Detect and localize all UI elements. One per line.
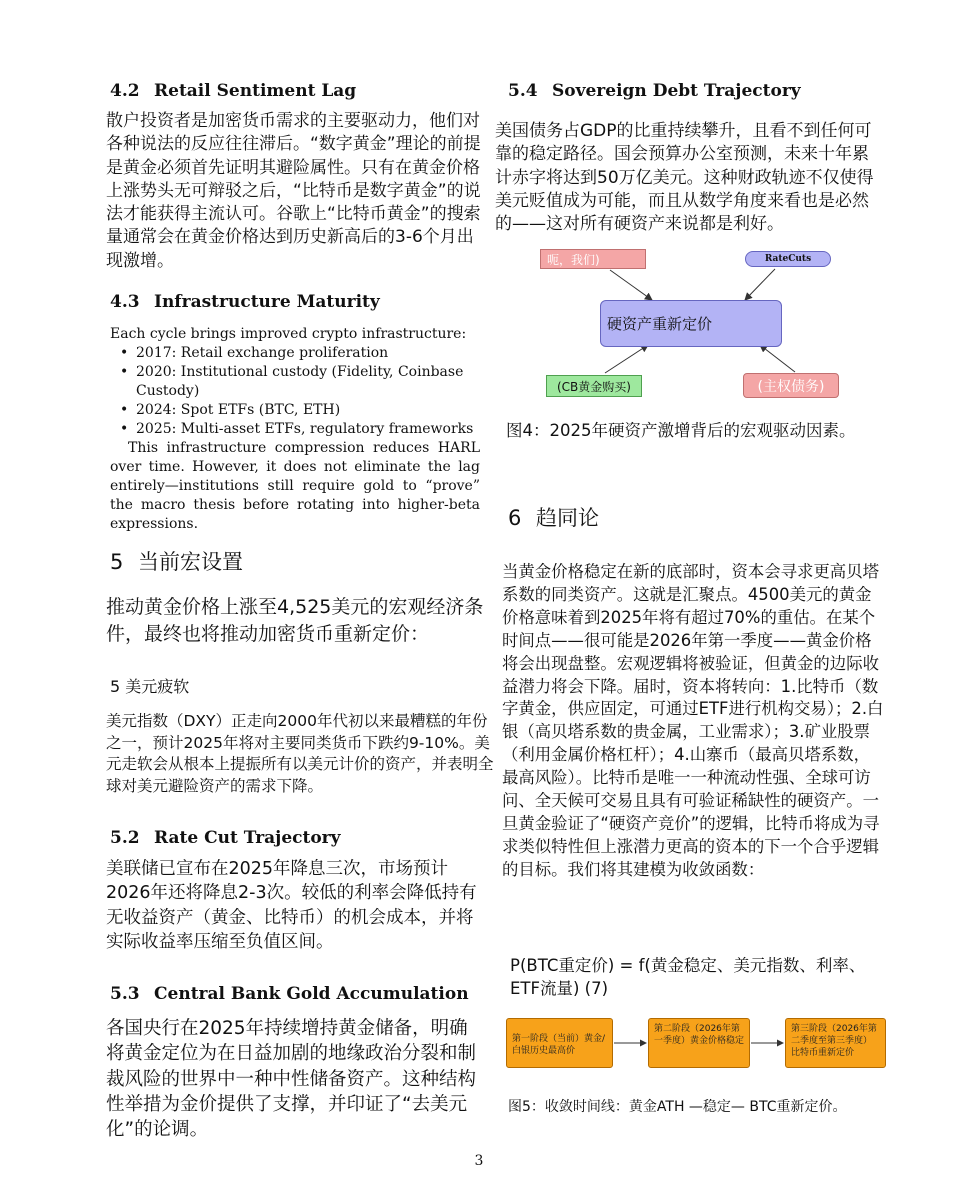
node-top-left: 呃，我们) (540, 249, 646, 269)
list-item: • 2024: Spot ETFs (BTC, ETH) (110, 401, 480, 420)
infrastructure-list (110, 344, 480, 439)
section-title: Retail Sentiment Lag (154, 81, 357, 101)
section-title: 当前宏设置 (138, 550, 243, 574)
section-5-3-heading (110, 984, 469, 1004)
section-number: 6 (508, 506, 522, 530)
list-item: • 2025: Multi-asset ETFs, regulatory frameworks (110, 420, 480, 439)
section-title: Rate Cut Trajectory (154, 828, 341, 848)
section-title: Central Bank Gold Accumulation (154, 984, 469, 1004)
figure-5-caption: 图5：收敛时间线：黄金ATH —稳定— BTC重新定价。 (508, 1099, 847, 1115)
arrow-bottom-left (605, 345, 648, 373)
section-number: 5.4 (508, 81, 538, 101)
timeline-stage-1: 第一阶段（当前）黄金/白银历史最高价 (506, 1018, 613, 1068)
section-5-2-body: 美联储已宣布在2025年降息三次，市场预计2026年还将降息2-3次。较低的利率会降低持有无收益资产（黄金、比特币）的机会成本，并将实际收益率压缩至负值区间。 (106, 859, 477, 952)
timeline-stage-3: 第三阶段（2026年第二季度至第三季度）比特币重新定价 (785, 1018, 886, 1068)
node-top-right: RateCuts (745, 251, 831, 267)
section-6-body: 当黄金价格稳定在新的底部时，资本会寻求更高贝塔系数的同类资产。这就是汇聚点。4500美元的黄金价格意味着到2025年将有超过70%的重估。在某个时间点——很可能是2026年第一季度——黄金价格将会出现盘整。宏观逻辑将被验证，但黄金的边际收益潜力将会下降。届时，资本将转向：1.比特币（数字黄金，供应固定，可通过ETF进行机构交易）；2.白银（高贝塔系数的贵金属，工业需求）；3.矿业股票（利用金属价格杠杆）；4.山寨币（最高贝塔系数，最高风险）。比特币是唯一一种流动性强、全球可访问、全天候可交易且具有可验证稀缺性的硬资产。一旦黄金验证了“硬资产竞价”的逻辑，比特币将成为寻求类似特性但上涨潜力更高的资本的下一个合乎逻辑的目标。我们将其建模为收敛函数： (502, 562, 884, 879)
section-title: Sovereign Debt Trajectory (552, 81, 801, 101)
list-item: • 2020: Institutional custody (Fidelity, Coinbase Custody) (110, 363, 480, 401)
section-4-3-body (110, 325, 480, 534)
node-bottom-left: (CB黄金购买) (546, 375, 642, 397)
section-5-3-body: 各国央行在2025年持续增持黄金储备，明确将黄金定位为在日益加剧的地缘政治分裂和制裁风险的世界中一种中性储备资产。这种结构性举措为金价提供了支撑，并印证了“去美元化”的论调。 (106, 1018, 477, 1141)
arrow-top-right (745, 269, 775, 300)
list-item: • 2017: Retail exchange proliferation (110, 344, 480, 363)
section-number: 5 (110, 550, 124, 574)
section-number: 5.3 (110, 984, 140, 1004)
section-number: 5.2 (110, 828, 140, 848)
section-5-2-heading (110, 828, 341, 848)
section-4-2-heading (110, 81, 356, 101)
timeline-stage-2: 第二阶段（2026年第一季度）黄金价格稳定 (648, 1018, 750, 1068)
section-number: 4.3 (110, 292, 140, 312)
infrastructure-intro: Each cycle brings improved crypto infrastructure: (110, 326, 467, 342)
section-number: 4.2 (110, 81, 140, 101)
section-5-4-heading (508, 81, 801, 101)
section-5-1-body: 美元指数（DXY）正走向2000年代初以来最糟糕的年份之一，预计2025年将对主要同类货币下跌约9-10%。美元走软会从根本上提振所有以美元计价的资产，并表明全球对美元避险资产的需求下降。 (106, 712, 494, 795)
figure-4-caption: 图4：2025年硬资产激增背后的宏观驱动因素。 (506, 421, 856, 440)
section-5-intro: 推动黄金价格上涨至4,525美元的宏观经济条件，最终也将推动加密货币重新定价： (106, 596, 484, 645)
section-title: 趋同论 (536, 506, 599, 530)
infrastructure-outro: This infrastructure compression reduces HARL over time. However, it does not eliminate the lag entirely—institutions still require gold to “prove” the macro thesis before rotating into higher-beta expressions. (110, 440, 480, 532)
section-4-3-heading (110, 292, 380, 312)
arrow-top-left (610, 270, 652, 300)
section-5-4-body: 美国债务占GDP的比重持续攀升，且看不到任何可靠的稳定路径。国会预算办公室预测，未来十年累计赤字将达到50万亿美元。这种财政轨迹不仅使得美元贬值成为可能，而且从数学角度来看也是必然的——这对所有硬资产来说都是利好。 (495, 121, 874, 235)
section-5-1-heading: 5 美元疲软 (110, 677, 190, 696)
node-bottom-right: (主权债务) (743, 373, 839, 398)
macro-drivers-diagram (540, 245, 850, 405)
convergence-formula: P(BTC重定价) = f(黄金稳定、美元指数、利率、ETF流量) (7) (510, 956, 866, 998)
section-title: Infrastructure Maturity (154, 292, 380, 312)
section-5-heading (110, 546, 243, 576)
section-6-heading (508, 502, 599, 532)
node-center: 硬资产重新定价 (600, 300, 782, 347)
page-number: 3 (474, 1153, 484, 1169)
arrow-bottom-right (760, 345, 795, 372)
convergence-timeline (506, 1014, 886, 1076)
section-4-2-body: 散户投资者是加密货币需求的主要驱动力，他们对各种说法的反应往往滞后。“数字黄金”理论的前提是黄金必须首先证明其避险属性。只有在黄金价格上涨势头无可辩驳之后，“比特币是数字黄金”的说法才能获得主流认可。谷歌上“比特币黄金”的搜索量通常会在黄金价格达到历史新高后的3-6个月出现激增。 (106, 111, 481, 271)
